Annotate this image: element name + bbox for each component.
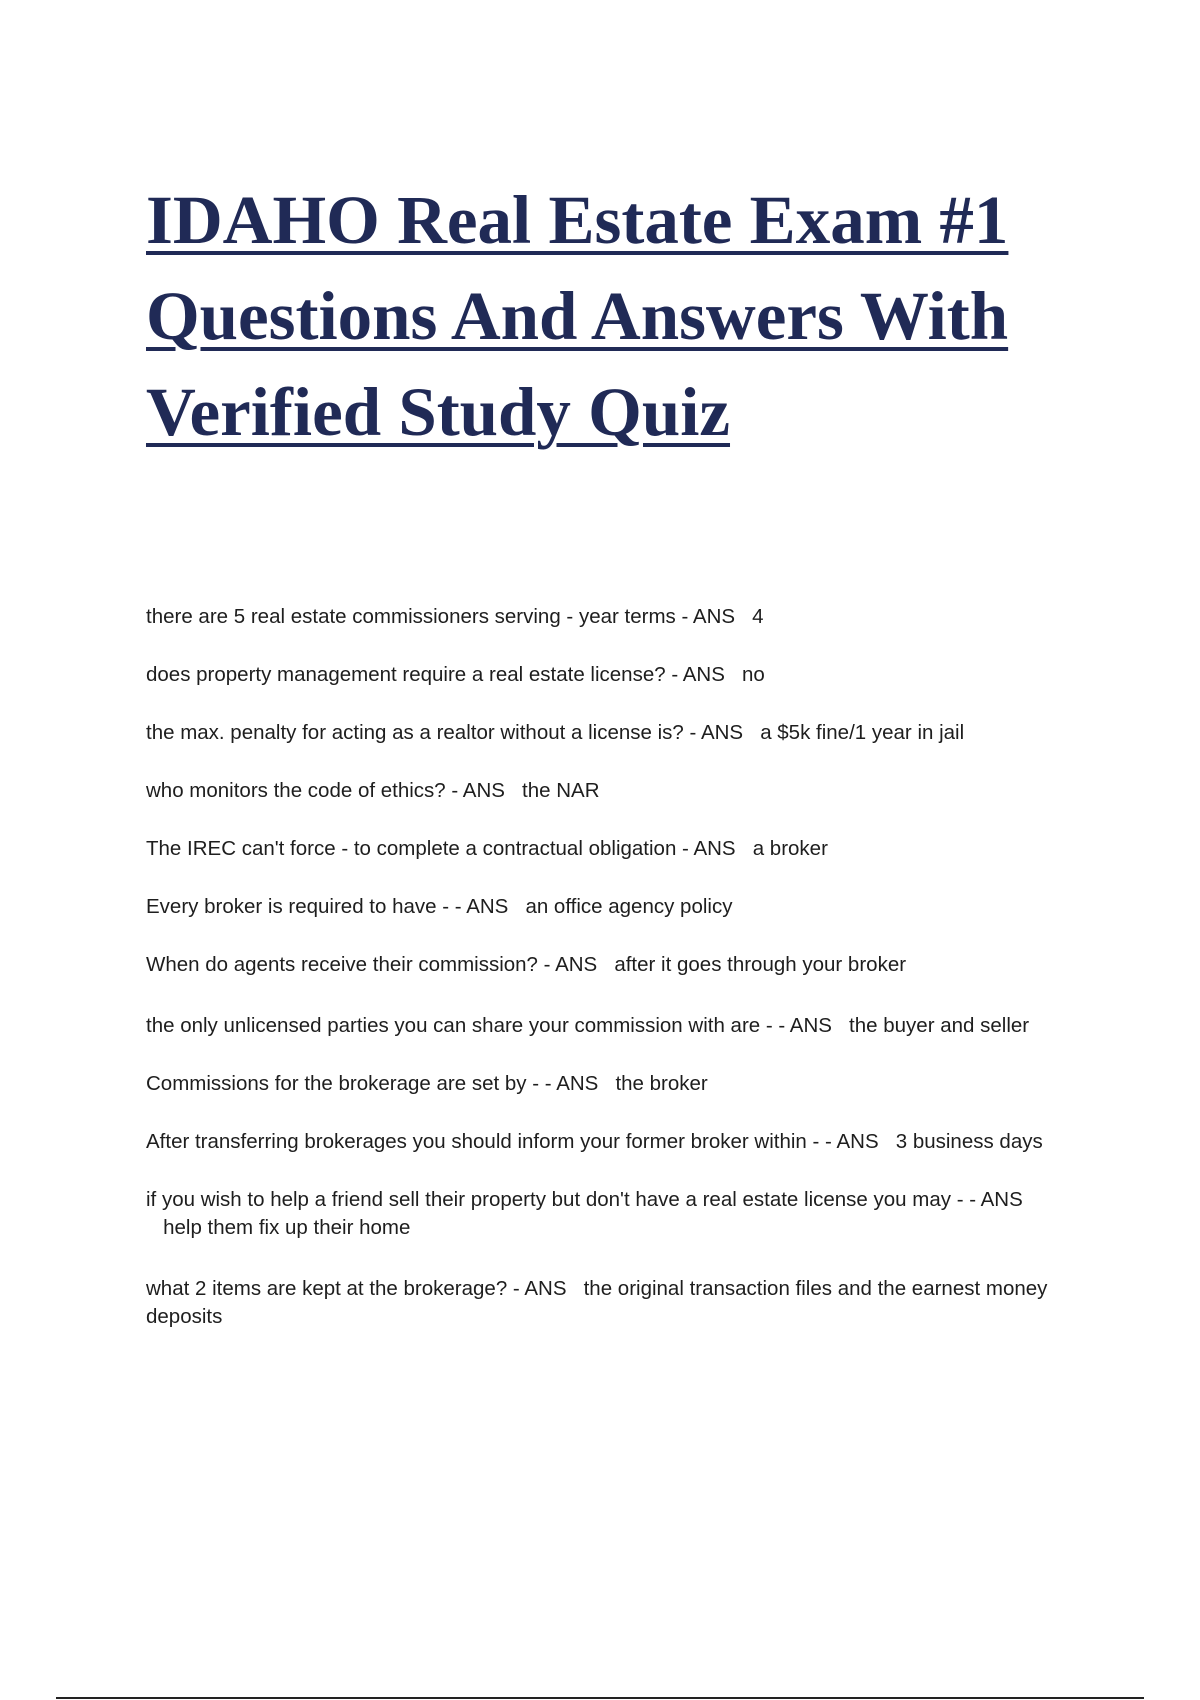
title-line-1: IDAHO Real Estate Exam #1 [146, 182, 1009, 258]
qa-item [146, 835, 1076, 863]
qa-answer-marker: ANS [836, 1130, 879, 1153]
qa-question: When do agents receive their commission? - [146, 953, 551, 976]
footer-rule [56, 1697, 1144, 1699]
qa-answer-marker: ANS [980, 1188, 1023, 1211]
qa-answer: 4 [752, 605, 764, 628]
qa-answer: the original transaction files and the earnest money deposits [146, 1277, 1048, 1328]
qa-answer-marker: ANS [789, 1014, 832, 1037]
title-line-2: Questions And Answers With [146, 278, 1009, 354]
qa-item [146, 1012, 1076, 1040]
qa-answer: after it goes through your broker [614, 953, 907, 976]
qa-item [146, 951, 1076, 979]
qa-item [146, 1186, 1076, 1242]
qa-answer-marker: ANS [692, 605, 736, 628]
title-line-3: Verified Study Quiz [146, 374, 731, 450]
qa-item [146, 777, 1076, 805]
qa-answer: the buyer and seller [849, 1014, 1030, 1037]
qa-item [146, 719, 1076, 747]
qa-answer-marker: ANS [556, 1072, 599, 1095]
document-title [146, 172, 1096, 460]
qa-question: After transferring brokerages you should inform your former broker within - - [146, 1130, 832, 1153]
qa-answer-marker: ANS [682, 663, 725, 686]
qa-answer: help them fix up their home [163, 1216, 411, 1239]
qa-answer: a broker [752, 837, 828, 860]
qa-answer: no [742, 663, 765, 686]
qa-answer-marker: ANS [693, 837, 736, 860]
qa-answer: the NAR [522, 779, 600, 802]
qa-item [146, 661, 1076, 689]
qa-item [146, 603, 1076, 631]
qa-answer: the broker [615, 1072, 708, 1095]
qa-question: the max. penalty for acting as a realtor without a license is? - [146, 721, 697, 744]
qa-answer: a $5k fine/1 year in jail [760, 721, 965, 744]
qa-question: the only unlicensed parties you can share your commission with are - - [146, 1014, 786, 1037]
qa-answer-marker: ANS [555, 953, 598, 976]
qa-answer: an office agency policy [525, 895, 733, 918]
qa-question: Every broker is required to have - - [146, 895, 462, 918]
qa-question: Commissions for the brokerage are set by - - [146, 1072, 552, 1095]
qa-question: does property management require a real estate license? - [146, 663, 679, 686]
qa-question: what 2 items are kept at the brokerage? - [146, 1277, 520, 1300]
qa-answer-marker: ANS [466, 895, 509, 918]
qa-list [146, 603, 1076, 1331]
qa-question: there are 5 real estate commissioners serving - year terms - [146, 605, 689, 628]
qa-item [146, 1070, 1076, 1098]
qa-item [146, 1275, 1076, 1331]
qa-answer-marker: ANS [462, 779, 505, 802]
qa-item [146, 893, 1076, 921]
qa-answer-marker: ANS [524, 1277, 567, 1300]
qa-answer-marker: ANS [700, 721, 744, 744]
qa-question: The IREC can't force - to complete a contractual obligation - [146, 837, 689, 860]
qa-item [146, 1128, 1076, 1156]
qa-question: who monitors the code of ethics? - [146, 779, 459, 802]
qa-answer: 3 business days [895, 1130, 1043, 1153]
qa-question: if you wish to help a friend sell their property but don't have a real estate license you may - - [146, 1188, 977, 1211]
